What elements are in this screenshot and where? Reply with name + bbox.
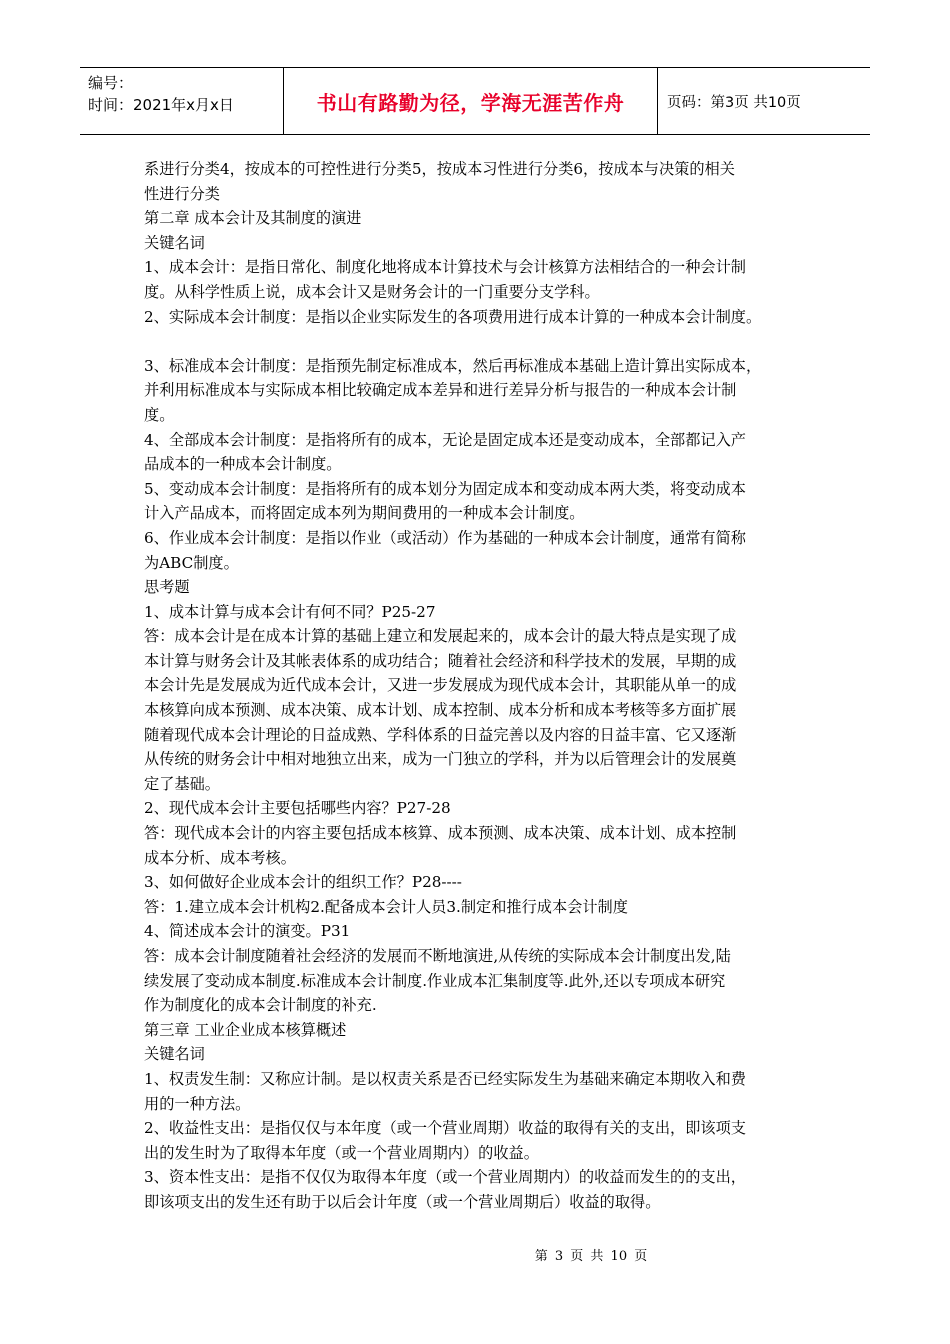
text-line: 为ABC制度。: [144, 553, 239, 572]
text-line: 成本分析、成本考核。: [144, 848, 296, 867]
header-page-info: 页码：第3页 共10页: [667, 94, 801, 111]
text-line: 答：1.建立成本会计机构2.配备成本会计人员3.制定和推行成本会计制度: [144, 897, 628, 916]
text-line: 本计算与财务会计及其帐表体系的成功结合；随着社会经济和科学技术的发展，早期的成: [144, 651, 737, 670]
text-line: 关键名词: [144, 1045, 205, 1064]
text-line: 即该项支出的发生还有助于以后会计年度（或一个营业周期后）收益的取得。: [144, 1192, 661, 1211]
text-line: 续发展了变动成本制度.标准成本会计制度.作业成本汇集制度等.此外,还以专项成本研究: [144, 971, 726, 990]
text-line: 第三章 工业企业成本核算概述: [144, 1020, 347, 1039]
text-line: 作为制度化的成本会计制度的补充.: [144, 996, 377, 1015]
text-line: 关键名词: [144, 233, 205, 252]
text-line: 2、收益性支出：是指仅仅与本年度（或一个营业周期）收益的取得有关的支出，即该项支: [144, 1119, 746, 1138]
text-line: 4、简述成本会计的演变。P31: [144, 922, 351, 941]
document-date: 时间：2021年x月x日: [88, 96, 234, 114]
document-number-label: 编号：: [88, 74, 134, 92]
text-line: 本核算向成本预测、成本决策、成本计划、成本控制、成本分析和成本考核等多方面扩展: [144, 701, 737, 720]
text-line: 答：成本会计是在成本计算的基础上建立和发展起来的，成本会计的最大特点是实现了成: [144, 627, 737, 646]
text-line: 3、资本性支出：是指不仅仅为取得本年度（或一个营业周期内）的收益而发生的的支出，: [144, 1168, 746, 1187]
text-line: 3、如何做好企业成本会计的组织工作？P28----: [144, 873, 462, 892]
document-body: [144, 157, 816, 1215]
text-line: 答：成本会计制度随着社会经济的发展而不断地演进,从传统的实际成本会计制度出发,陆: [144, 947, 731, 965]
text-line: 1、权责发生制：又称应计制。是以权责关系是否已经实际发生为基础来确定本期收入和费: [144, 1069, 746, 1088]
page-footer: 第 3 页 共 10 页: [534, 1249, 648, 1264]
text-line: 随着现代成本会计理论的日益成熟、学科体系的日益完善以及内容的日益丰富、它又逐渐: [144, 725, 737, 744]
text-line: 计入产品成本，而将固定成本列为期间费用的一种成本会计制度。: [144, 504, 585, 523]
text-line: 第二章 成本会计及其制度的演进: [144, 209, 362, 228]
blank-line: [144, 329, 816, 354]
text-line: 1、成本会计：是指日常化、制度化地将成本计算技术与会计核算方法相结合的一种会计制: [144, 258, 746, 277]
text-line: 用的一种方法。: [144, 1094, 251, 1113]
text-line: 4、全部成本会计制度：是指将所有的成本，无论是固定成本还是变动成本，全部都记入产: [144, 430, 746, 449]
text-line: 系进行分类4，按成本的可控性进行分类5，按成本习性进行分类6，按成本与决策的相关: [144, 160, 735, 178]
text-line: 出的发生时为了取得本年度（或一个营业周期内）的收益。: [144, 1143, 539, 1162]
text-line: 5、变动成本会计制度：是指将所有的成本划分为固定成本和变动成本两大类，将变动成本: [144, 479, 746, 498]
text-line: 品成本的一种成本会计制度。: [144, 455, 342, 474]
text-line: 1、成本计算与成本会计有何不同？P25-27: [144, 602, 436, 621]
text-line: 度。: [144, 405, 175, 424]
text-line: 定了基础。: [144, 774, 220, 793]
text-line: 3、标准成本会计制度：是指预先制定标准成本，然后再标准成本基础上造计算出实际成本，: [144, 356, 762, 375]
text-line: 性进行分类: [144, 184, 220, 203]
text-line: 2、现代成本会计主要包括哪些内容？P27-28: [144, 799, 451, 818]
text-line: 从传统的财务会计中相对地独立出来，成为一门独立的学科，并为以后管理会计的发展奠: [144, 750, 737, 769]
text-line: 2、实际成本会计制度：是指以企业实际发生的各项费用进行成本计算的一种成本会计制度。: [144, 307, 762, 326]
page-header: [80, 67, 870, 135]
text-line: 本会计先是发展成为近代成本会计，又进一步发展成为现代成本会计，其职能从单一的成: [144, 676, 737, 695]
header-motto: 书山有路勤为径，学海无涯苦作舟: [284, 68, 658, 134]
text-line: 度。从科学性质上说，成本会计又是财务会计的一门重要分支学科。: [144, 282, 600, 301]
text-line: 思考题: [144, 578, 190, 597]
header-meta: [80, 68, 284, 134]
text-line: 答：现代成本会计的内容主要包括成本核算、成本预测、成本决策、成本计划、成本控制: [144, 824, 737, 843]
text-line: 并利用标准成本与实际成本相比较确定成本差异和进行差异分析与报告的一种成本会计制: [144, 381, 737, 400]
text-line: 6、作业成本会计制度：是指以作业（或活动）作为基础的一种成本会计制度，通常有简称: [144, 528, 746, 547]
